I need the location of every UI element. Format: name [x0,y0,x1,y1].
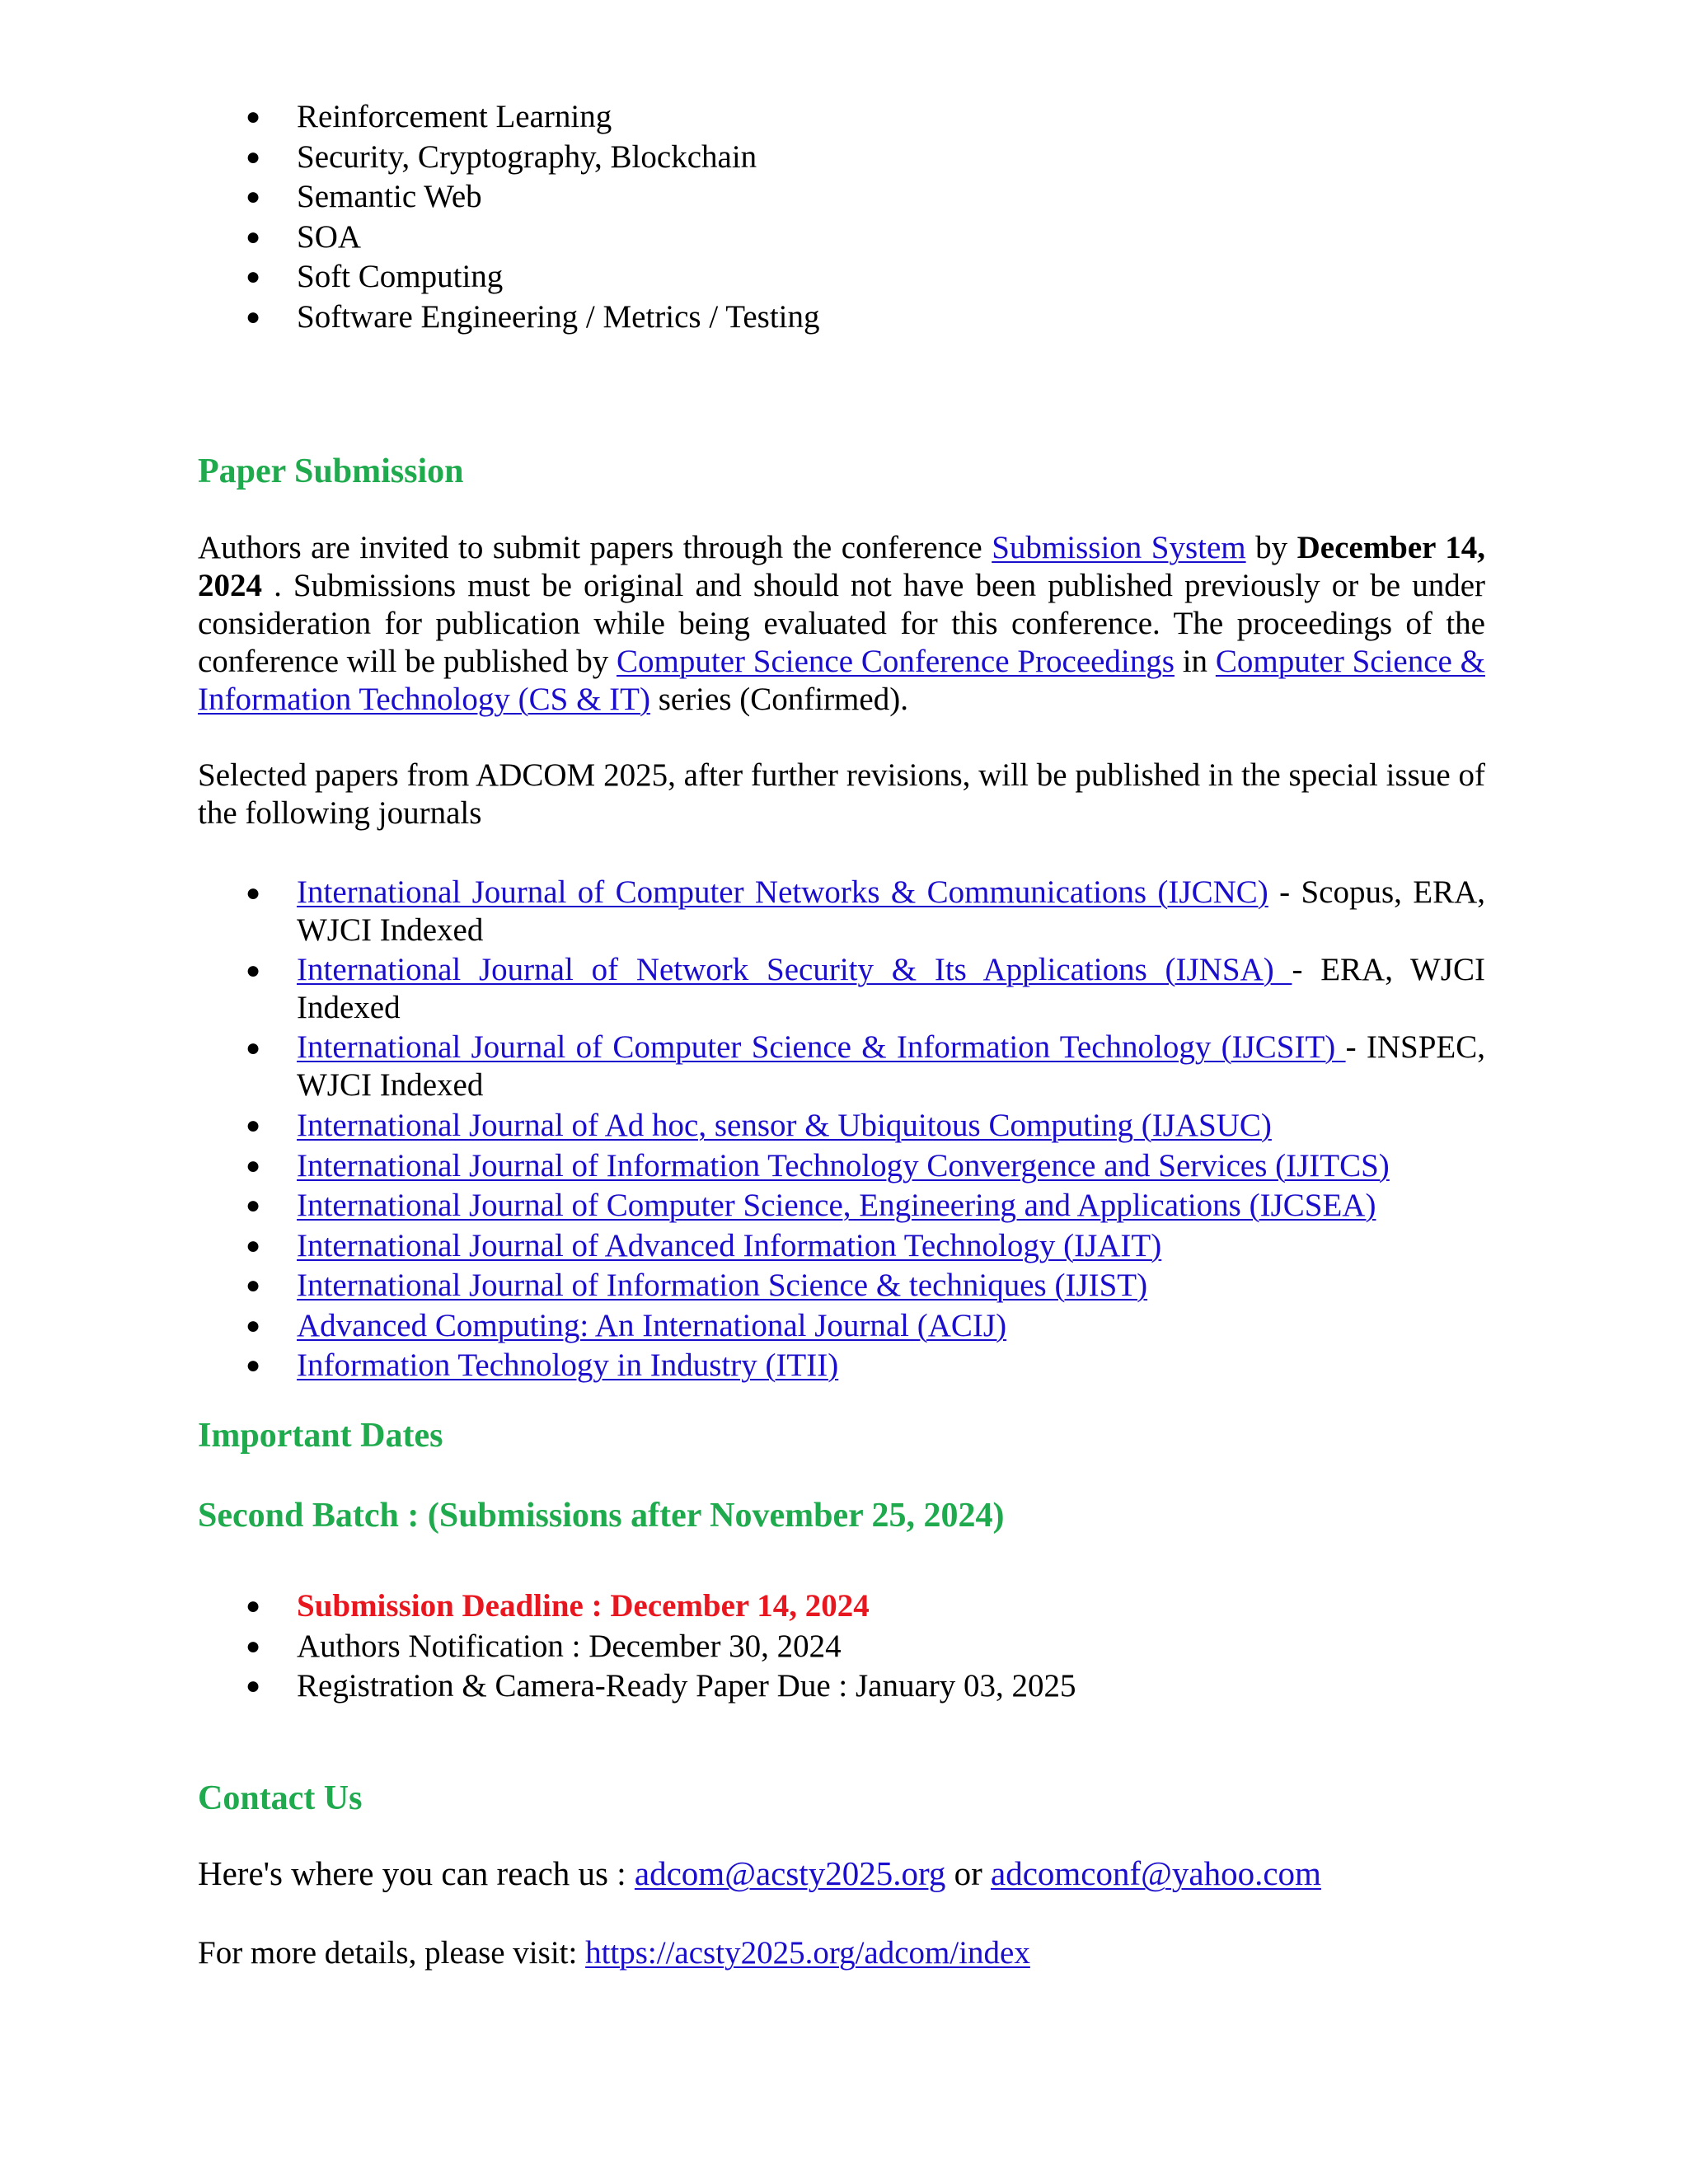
journal-link[interactable]: Information Technology in Industry (ITII) [297,1347,839,1383]
bullet-icon: ● [246,957,261,984]
bullet-icon: ● [246,1151,261,1179]
journal-link[interactable]: International Journal of Computer Networks & Communications (IJCNC) [297,874,1268,910]
contact-line: Here's where you can reach us : adcom@acsty2025.org or adcomconf@yahoo.com [198,1854,1321,1892]
bullet-icon: ● [246,1192,261,1219]
list-item: ● Reinforcement Learning [198,97,1485,138]
list-item: ● Software Engineering / Metrics / Testing [198,298,1485,338]
email-link-1[interactable]: adcom@acsty2025.org [634,1854,946,1892]
journal-link[interactable]: International Journal of Computer Science, Engineering and Applications (IJCSEA) [297,1188,1376,1223]
list-item [198,1186,1485,1226]
registration-date: Registration & Camera-Ready Paper Due : January 03, 2025 [297,1668,1076,1704]
cscp-link[interactable]: Computer Science Conference Proceedings [617,644,1175,679]
contact-heading: Contact Us [198,1779,363,1817]
list-item: ● International Journal of Network Security & Its Applications (IJNSA) - ERA, WJCI Indexed [246,952,1485,1025]
list-item [198,1666,1485,1707]
journal-link[interactable]: International Journal of Information Science & techniques (IJIST) [297,1268,1148,1303]
bullet-icon: ● [246,1672,261,1699]
bullet-icon: ● [246,1352,261,1379]
important-dates-heading: Important Dates [198,1417,443,1455]
list-item [198,1226,1485,1267]
selected-papers-paragraph: Selected papers from ADCOM 2025, after further revisions, will be published in the special issue of the following journals [198,757,1485,831]
list-item: ● Semantic Web [198,177,1485,218]
journal-link[interactable]: International Journal of Network Security & Its Applications (IJNSA) [297,952,1292,987]
list-item: ● Soft Computing [198,257,1485,298]
journal-link[interactable]: International Journal of Ad hoc, sensor & Ubiquitous Computing (IJASUC) [297,1108,1272,1143]
list-item: ● International Journal of Computer Networks & Communications (IJCNC) - Scopus, ERA, WJCI Indexed [246,874,1485,948]
journal-link[interactable]: Advanced Computing: An International Journal (ACIJ) [297,1307,1007,1343]
submission-deadline-bold: December 14, 2024 [198,530,1486,603]
details-line: For more details, please visit: https://acsty2025.org/adcom/index [198,1935,1030,1971]
list-item [198,1627,1485,1667]
submission-system-link[interactable]: Submission System [992,530,1246,565]
submission-paragraph: Authors are invited to submit papers through the conference Submission System by December 14, 2024 . Submissions must be original and should not have been published previously or be under consideration for publication while being evaluated for this conference. The proceedings of the conference will be published by Computer Science Conference Proceedings in Computer Science & Information Technology (CS & IT) series (Confirmed). [198,530,1486,717]
notification-date: Authors Notification : December 30, 2024 [297,1628,842,1664]
topics-list [198,97,1485,337]
website-link[interactable]: https://acsty2025.org/adcom/index [585,1935,1030,1971]
bullet-icon: ● [246,1592,261,1619]
second-batch-heading: Second Batch : (Submissions after November 25, 2024) [198,1497,1005,1535]
bullet-icon: ● [246,1231,261,1259]
journal-link[interactable]: International Journal of Advanced Information Technology (IJAIT) [297,1227,1162,1263]
submission-deadline: Submission Deadline : December 14, 2024 [297,1588,870,1624]
bullet-icon: ● [246,1112,261,1139]
bullet-icon: ● [246,103,261,130]
paper-submission-heading: Paper Submission [198,452,464,490]
bullet-icon: ● [246,879,261,907]
list-item: ● International Journal of Computer Science & Information Technology (IJCSIT) - INSPEC, WJCI Indexed [246,1029,1485,1103]
bullet-icon: ● [246,143,261,171]
dates-list [198,1586,1485,1707]
list-item: ● SOA [198,218,1485,258]
bullet-icon: ● [246,1272,261,1299]
bullet-icon: ● [246,223,261,251]
journals-list [198,874,1485,1386]
list-item [198,1586,1485,1627]
bullet-icon: ● [246,302,261,330]
bullet-icon: ● [246,1034,261,1062]
csit-link[interactable]: Computer Science & Information Technology (CS & IT) [198,644,1485,717]
list-item [198,1106,1485,1146]
list-item [198,1306,1485,1347]
bullet-icon: ● [246,1632,261,1660]
bullet-icon: ● [246,1311,261,1339]
list-item: ● Security, Cryptography, Blockchain [198,138,1485,178]
list-item [198,1346,1485,1386]
list-item [198,1146,1485,1187]
bullet-icon: ● [246,263,261,290]
list-item [198,1266,1485,1306]
journal-link[interactable]: International Journal of Computer Science & Information Technology (IJCSIT) [297,1029,1346,1065]
journal-link[interactable]: International Journal of Information Technology Convergence and Services (IJITCS) [297,1147,1390,1183]
email-link-2[interactable]: adcomconf@yahoo.com [991,1854,1321,1892]
bullet-icon: ● [246,183,261,210]
